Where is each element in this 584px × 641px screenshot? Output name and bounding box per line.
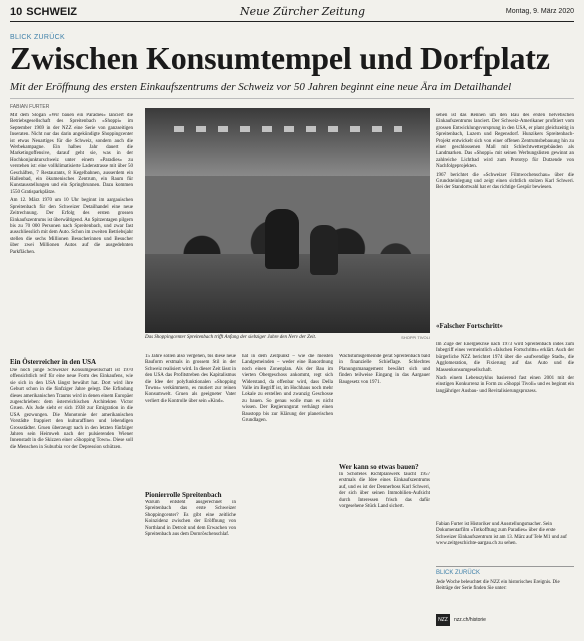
paragraph: Die noch junge Schweizer Konsumgesellschaft ist 1970 offensichtlich reif für eine neue Form des Einkaufens, wie sie sich in den USA längst bewährt hat. Dort wird ihre Geburt schon in die fünfziger Jahre gelegt. Die Erfindung dieses amerikanischen Traums wird in denen einem Europäer zugeschrieben: dem österreichischen Architekten Victor Gruen. Als Jude sieht er sich 1938 zur Emigration in die USA gezwungen. Die Monotonie der amerikanischen Vorstädte frappiert den kulturaffinen und lebendigen Grossstädter. Gruen überzeugt nach in den letzten fünfziger Jahren sein Heimweh nach der pulsierenden Wiener Innenstadt in die Skizzen einer «Shopping Town». Diese soll die Menschen in Suburbia vor der Depression schützen. [10,368,133,450]
paragraph: hat in dem Zeitpunkt – wie die meisten Landgemeinden – weder eine Bauordnung noch einen Zonenplan. Als der Bau im vierten Obergeschoss ankommt, regt sich Widerstand, da offenbar wird, dass Della Valle im Begriff ist, im Hochhaus noch mehr Lokale zu erstellen und zwanzig Geschosse zu bauen. So genau wolle man es nicht wissen. Der Regierungsrat verhängt einen Baustopp bis zur Klärung der planerischen Grundlagen. [242,354,333,424]
nzz-logo: NZZ [436,614,450,626]
paragraph: Nach einem Lebenszyklus basierend fast einen 2001 mit der einstigen Konkurrenz in Form zu «Shoppi Tivoli» und es beginnt ein langjähriger Ausbau- und Revitalisierungsprozess. [436,376,574,394]
author-note: Fabian Furter ist Historiker und Ausstellungsmacher. Sein Dokumentarfilm «Totkofftung zum Paradies» über die erste Schweizer Einkaufszentrum ist am 13. März auf Tele M1 und auf www.zeitgeschichte-aargau.ch zu sehen. [436,522,567,546]
promo-kicker: BLICK ZURÜCK [436,570,481,576]
article-deck: Mit der Eröffnung des ersten Einkaufszentrums der Schweiz vor 50 Jahren beginnt eine neue Ära im Detailhandel [10,81,512,93]
article-kicker: BLICK ZURÜCK [10,34,65,41]
paragraph: 1967 berichtet die «Schweizer Filmwochenschau» über die Grundsteinlegung und zeigt einen sichtlich stolzen Karl Schweri. Bei der Standortwahl hat er das richtige Gespür bewiesen. [436,172,574,191]
paragraph: sehen ist das Rennen um den Bau des ersten helvetischen Einkaufszentrums lanciert. Der Schweiz-Amerikaner profitiert vom grossen Entwicklungsvorsprung in den USA, er plant gleichzeitig in Spreitenbach, Luzern und Regensdorf. Hunzikers Spreitenbach-Projekt entwickelt sich von einer offenen Zentrumsbebauung hin zu einer geschlossenen Mall mit Schlechtwettergebäuden als Landmarken. Das «Shoppi» mit seinen Werbungslisten gewinnt an zahlreiche Lichtbad wird zum Prototyp für Dutzende von Nachfolgeprojekten. [436,113,574,170]
column-b [242,354,333,636]
photo-credit: SHOPPI TIVOLI [401,335,430,340]
photo-caption: Das Shoppingcenter Spreitenbach trifft Anfang der siebziger Jahre den Nerv der Zeit. [145,335,317,340]
subhead-3: Wer kann so etwas bauen? [339,463,419,471]
issue-date: Montag, 9. März 2020 [505,8,574,15]
promo-link[interactable]: nzz.ch/historie [454,617,486,623]
column-d2 [436,342,574,522]
article-photo [145,108,430,333]
column-a2 [145,500,236,636]
paragraph: Im Zuge der Energiekrise nach 1973 wird Spreitenbach indes zum Inbegriff eines vermeintlich «falschen Fortschritts» erklärt. Auch der bürgerliche NZZ berichtet 1974 über die «aufwendige Stadt», die Agglomeration, die Fixierung auf das Auto und die Massenkonsumgesellschaft. [436,342,574,373]
paragraph: Wachstumsgemeinde gerät Spreitenbach bald in finanzielle Schieflage. Schlechtes Planungsmanagement bewährt sich und finden teilweise Eingang in das Aargauer Baugesetz von 1971. [339,354,430,385]
newspaper-page [10,0,574,641]
column-c [339,354,430,459]
column-1b [10,368,133,636]
paragraph: Mit dem Slogan «Wir bauen ein Paradies» lanciert die Betriebsgesellschaft des Spreitenbach «Shoppi» im September 1969 in der NZZ eine Serie von ganzseitigen Inseraten. Nicht nur das darin angekündigte Shoppingcenter ist etwas Neuartiges für die Schweiz, sondern auch die Werbekampagne. Ein halbes Jahr dauert die Marketingoffensive, darauf geht sie, was in der Hochkonjunkturschweiz unter einem «Paradies» zu verstehen ist: eine vollklimatisierte Ladenstrasse mit über 50 Geschäften, 7 Restaurants, 8 Kegelbahnen, ausserdem ein Hallenbad, ein ökumenisches Zentrum, ein Raum für Kunstausstellungen und ein Springbrunnen. Dazu kommen 1550 Gratisparkplätze. [10,113,133,195]
page-number: 10 [10,6,23,18]
article-headline: Zwischen Konsumtempel und Dorfplatz [10,40,550,76]
paragraph: In Schöfeles Richtplanwerk taucht 1957 erstmals die Idee eines Einkaufszentrums auf, und es ist der Dennerboss Karl Schweri, der sich über seinen Immobilien-Aufsicht durch Interessen frisch das dafür vorgesehene Stück Land sichert. [339,472,430,510]
section-name: SCHWEIZ [26,6,77,18]
column-c2 [339,472,430,636]
paragraph: Warum entsteht ausgerechnet in Spreitenbach das erste Schweizer Shoppingcenter? Es gibt eine zeitliche Koinzidenz zwischen der Eröffnung von Northland in Detroit und dem Erwachen von Spreitenbach aus dem Dornröschenschlaf. [145,500,236,538]
subhead-2: Pionierrolle Spreitenbach [145,491,222,499]
column-1 [10,113,133,353]
section-title: «Falscher Fortschritt» [436,322,503,330]
promo-text: Jede Woche beleuchtet die NZZ ein historisches Ereignis. Die Beiträge der Serie finden Sie unter: [436,580,560,592]
paragraph: 15 Jahre sollen also vergehen, bis diese neue Bauform erstmals in grossem Stil in der Schweiz realisiert wird. In dieser Zeit lässt in den USA das Profitstreben des Kapitalismus die Idee der polyfunktionalen «Shopping Towns» verkümmern, es mutiert zur reinen Konsumwelt. Gruen als geeigneter Vater verliert die Kontrolle über sein «Kind». [145,354,236,404]
deck-rule [10,98,574,99]
subhead-1: Ein Österreicher in den USA [10,358,97,366]
column-d [436,113,574,313]
promo-rule [436,566,574,567]
paper-name: Neue Zürcher Zeitung [240,5,366,18]
page-section [10,6,77,18]
masthead [10,6,574,20]
byline: FABIAN FURTER [10,104,50,110]
paragraph: Am 12. März 1970 um 10 Uhr beginnt im aargauischen Spreitenbach für den Schweizer Detailhandel eine neue Zeitrechnung. Der Erfolg des ersten grossen Einkaufszentrums ist überwältigend. An Spitzentagen pilgern bis zu 70 000 Personen nach Spreitenbach, und zwar fast ausschliesslich mit dem Auto. Schon im zweiten Betriebsjahr stellen die sechs Millionen Besucherinnen und Besucher über zwei Millionen Autos auf die ausgedehnten Parkflächen. [10,198,133,255]
masthead-rule [10,21,574,22]
